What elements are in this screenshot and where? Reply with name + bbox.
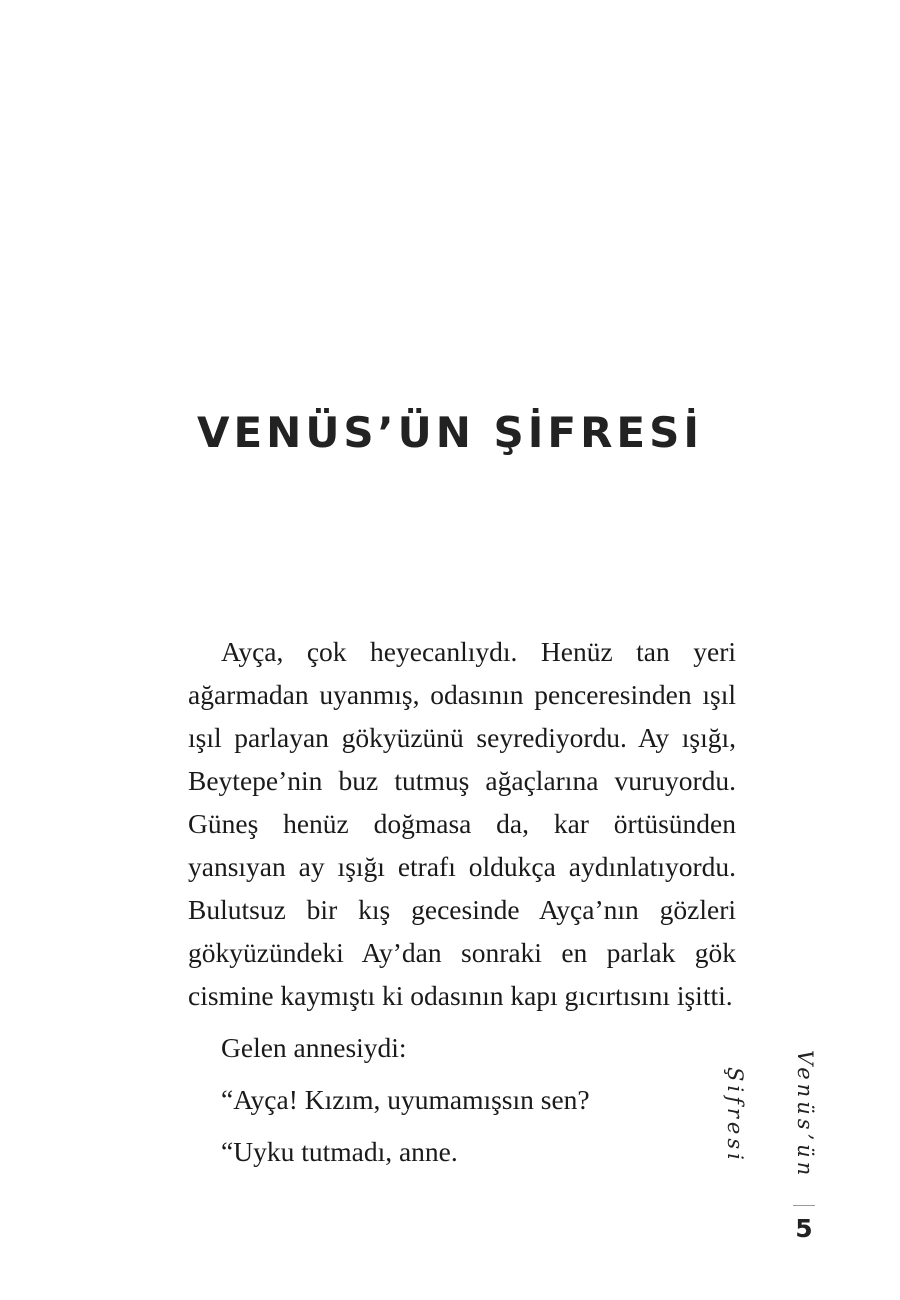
page-number: 5 [795, 1214, 813, 1243]
paragraph-opening: Ayça, çok heyecanlıydı. Henüz tan yeri ağarmadan uyanmış, odasının penceresinden ışıl ışıl parlayan gökyüzünü seyrediyordu. Ay ışığı, Beytepe’nin buz tutmuş ağaçlarına vuruyordu. Güneş henüz doğmasa da, kar örtüsünden yansıyan ay ışığı etrafı oldukça aydınlatıyordu. Bulutsuz bir kış gecesinde Ayça’nın gözleri gökyüzündeki Ay’dan sonraki en parlak gök cismine kaymıştı ki odasının kapı gıcırtısını işitti. [188, 636, 736, 1011]
body-text [188, 630, 736, 1173]
chapter-title: VENÜS’ÜN ŞİFRESİ [196, 408, 703, 457]
paragraph-mother-line: “Ayça! Kızım, uyumamışsın sen? [221, 1084, 590, 1115]
paragraph-ayca-line: “Uyku tutmadı, anne. [221, 1136, 458, 1167]
running-head: Venüs’ün Şifresi [723, 1050, 817, 1180]
paragraph-dialogue-intro: Gelen annesiydi: [221, 1032, 407, 1063]
folio-divider [793, 1205, 815, 1206]
